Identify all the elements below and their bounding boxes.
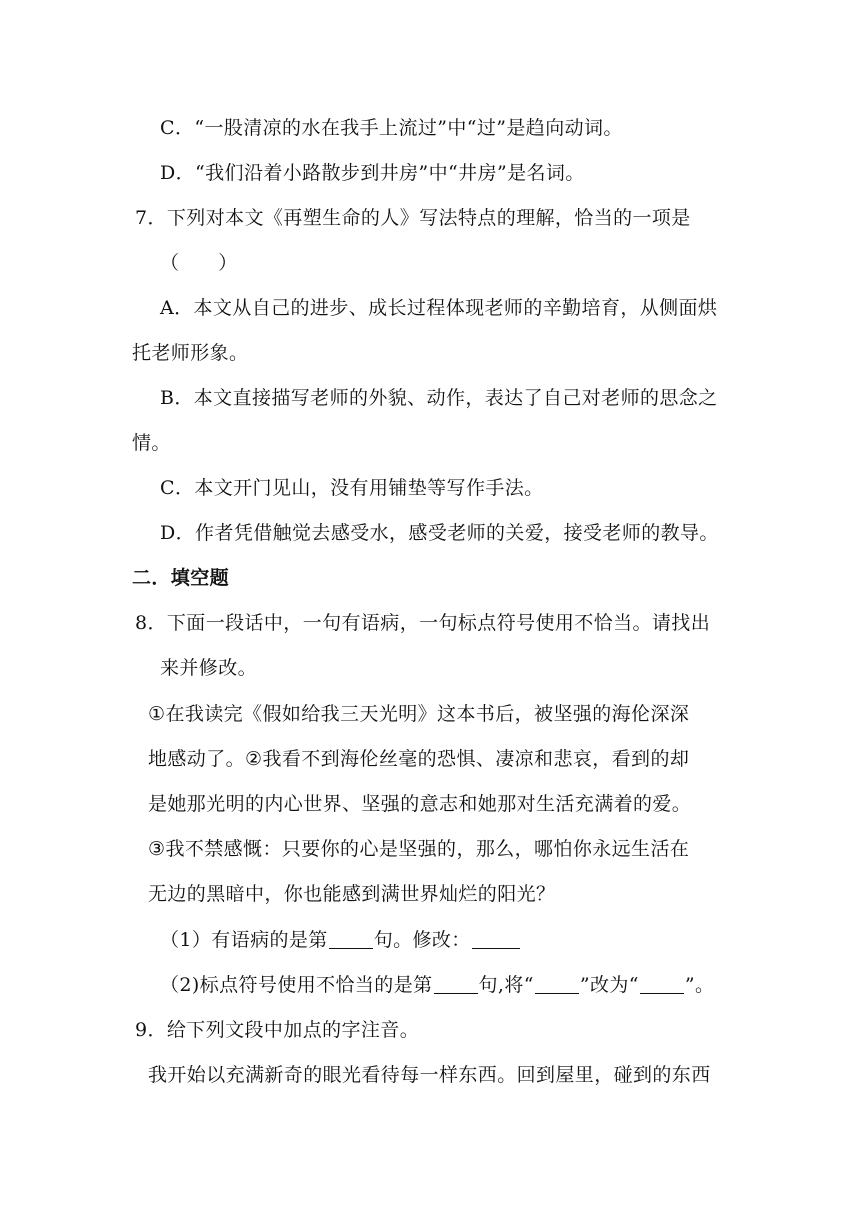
answer-blank[interactable] <box>472 928 520 949</box>
answer-blank[interactable] <box>329 928 373 949</box>
q7-option-b: B．本文直接描写老师的外貌、动作，表达了自己对老师的思念之 <box>160 387 718 409</box>
q8-passage-line-5: 无边的黑暗中，你也能感到满世界灿烂的阳光？ <box>148 883 556 905</box>
circled-number-1: ① <box>148 703 166 725</box>
q8-subquestion-1 <box>160 926 521 954</box>
q8-passage-line-3: 是她那光明的内心世界、坚强的意志和她那对生活充满着的爱。 <box>148 793 692 815</box>
q9-passage-line-1: 我开始以充满新奇的眼光看待每一样东西。回到屋里，碰到的东西 <box>148 1064 711 1086</box>
q7-answer-bracket: （ ） <box>160 252 238 274</box>
q7-option-a: A．本文从自己的进步、成长过程体现老师的辛勤培育，从侧面烘 <box>160 297 718 319</box>
subquestion-text: （1）有语病的是第 <box>160 929 328 951</box>
subquestion-text: ”改为“ <box>579 974 639 996</box>
answer-blank[interactable] <box>434 973 478 994</box>
section-title: 二．填空题 <box>132 567 230 589</box>
q6-option-c: C．“一股清凉的水在我手上流过”中“过”是趋向动词。 <box>160 117 623 139</box>
subquestion-text: （2)标点符号使用不恰当的是第 <box>160 974 433 996</box>
q8-passage-line-4 <box>148 835 689 863</box>
answer-blank[interactable] <box>535 973 579 994</box>
subquestion-text: 句。修改： <box>373 929 471 951</box>
circled-number-2: ② <box>245 748 263 770</box>
q7-option-a-cont: 托老师形象。 <box>132 342 249 364</box>
q7-option-c: C．本文开门见山，没有用铺垫等写作手法。 <box>160 477 544 499</box>
circled-number-3: ③ <box>148 838 166 860</box>
q8-subquestion-2 <box>160 971 714 999</box>
passage-text: 我看不到海伦丝毫的恐惧、凄凉和悲哀，看到的却 <box>262 748 690 770</box>
q7-option-d: D．作者凭借触觉去感受水，感受老师的关爱，接受老师的教导。 <box>160 522 719 544</box>
q8-stem: 8．下面一段话中，一句有语病，一句标点符号使用不恰当。请找出 <box>135 612 711 634</box>
subquestion-text: ”。 <box>684 974 715 996</box>
q7-option-b-cont: 情。 <box>132 432 171 454</box>
subquestion-text: 句,将“ <box>478 974 534 996</box>
q8-passage-line-2 <box>148 745 689 773</box>
passage-text: 我不禁感慨：只要你的心是坚强的，那么，哪怕你永远生活在 <box>165 838 690 860</box>
passage-text: 地感动了。 <box>148 748 246 770</box>
q6-option-d: D．“我们沿着小路散步到井房”中“井房”是名词。 <box>160 162 585 184</box>
q9-stem: 9．给下列文段中加点的字注音。 <box>135 1019 420 1041</box>
q7-stem: 7．下列对本文《再塑生命的人》写法特点的理解，恰当的一项是 <box>135 207 691 229</box>
q8-passage-line-1 <box>148 700 689 728</box>
passage-text: 在我读完《假如给我三天光明》这本书后，被坚强的海伦深深 <box>165 703 690 725</box>
answer-blank[interactable] <box>640 973 684 994</box>
q8-stem-cont: 来并修改。 <box>160 657 258 679</box>
